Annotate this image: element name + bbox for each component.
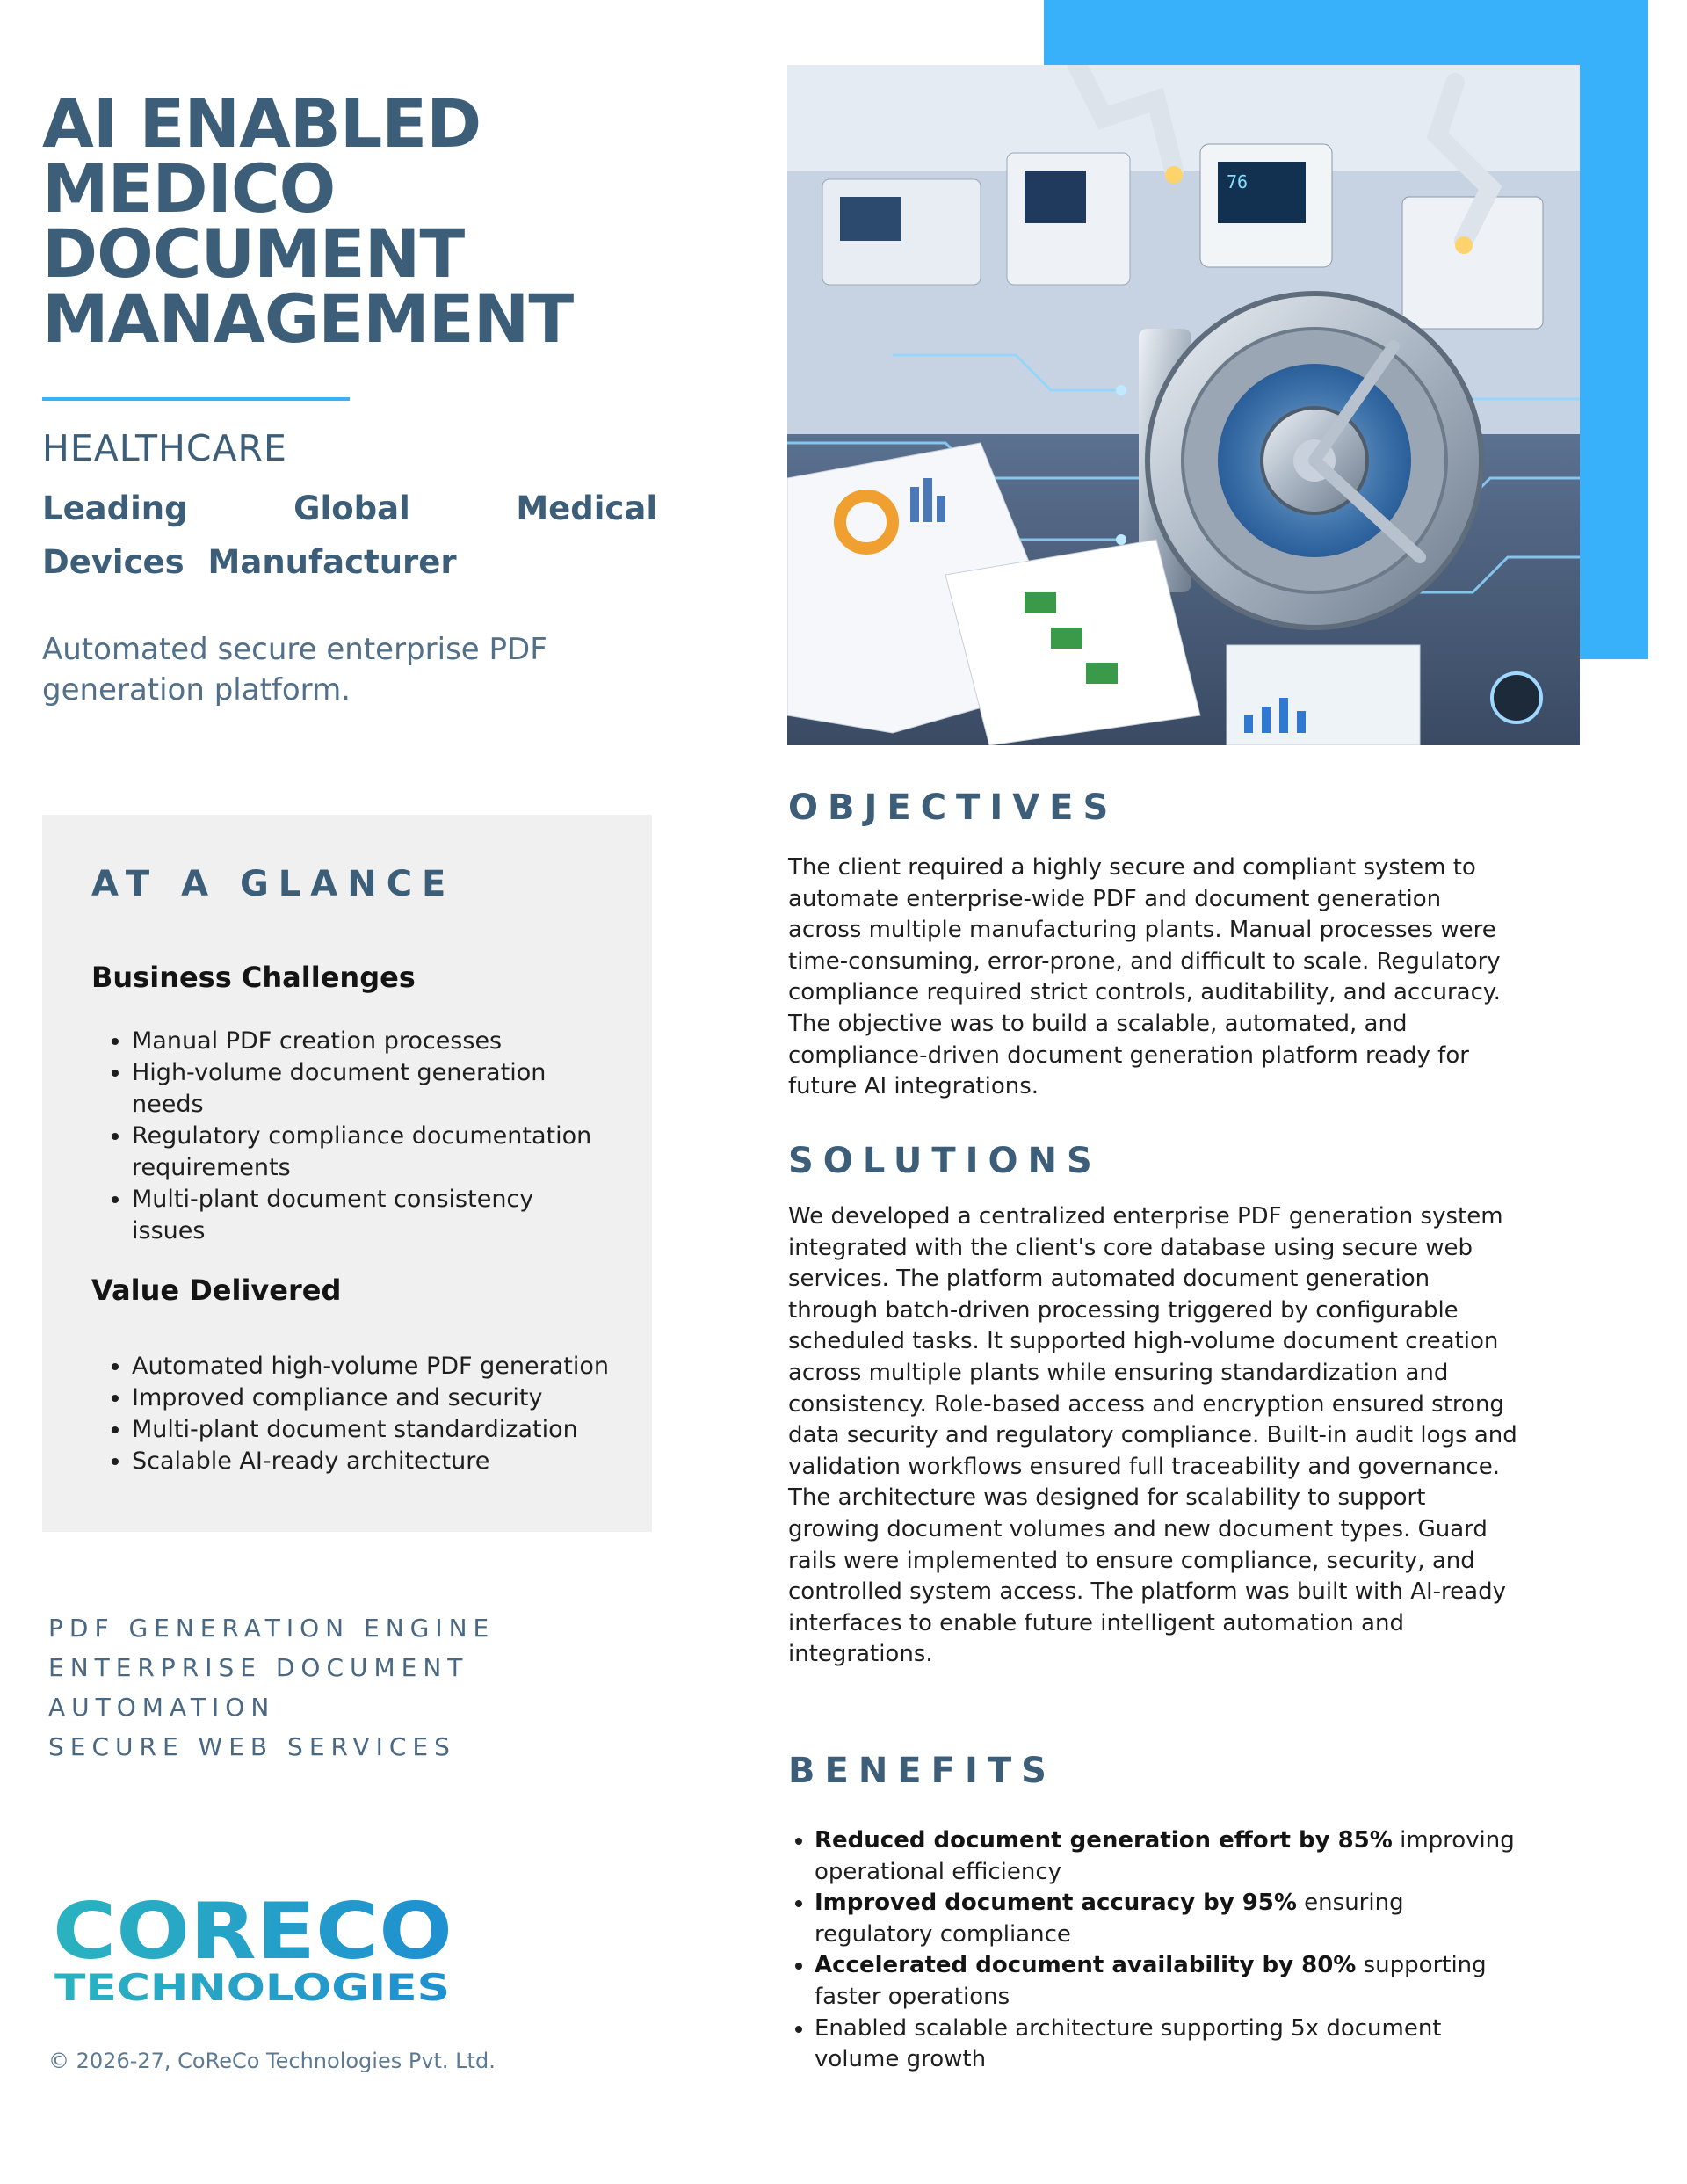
logo-line-1: CORECO bbox=[53, 1890, 453, 1977]
list-item: • Multi-plant document consistency issues bbox=[132, 1184, 610, 1247]
benefits-list bbox=[788, 1825, 1517, 2076]
business-challenges-list bbox=[91, 1026, 610, 1247]
benefit-item bbox=[815, 1825, 1517, 1888]
client-description: Leading Global Medical Devices Manufacturer bbox=[42, 490, 657, 581]
business-challenges-heading: Business Challenges bbox=[91, 961, 416, 994]
list-item: • Improved compliance and security bbox=[132, 1382, 610, 1414]
list-item: • High-volume document generation needs bbox=[132, 1057, 610, 1121]
benefit-detail: supporting faster operations bbox=[815, 1952, 1487, 2010]
value-delivered-heading: Value Delivered bbox=[91, 1273, 342, 1307]
title-line-1: AI ENABLED bbox=[42, 84, 481, 163]
title-line-3: DOCUMENT bbox=[42, 214, 465, 293]
benefit-highlight: Improved document accuracy by 95% bbox=[815, 1890, 1297, 1917]
keyword-item: SECURE WEB SERVICES bbox=[48, 1732, 456, 1761]
list-item: • Multi-plant document standardization bbox=[132, 1414, 610, 1446]
tagline: Automated secure enterprise PDF generation platform. bbox=[42, 632, 547, 707]
logo-line-2: TECHNOLOGIES bbox=[54, 1966, 450, 2009]
benefit-detail: ensuring regulatory compliance bbox=[815, 1890, 1404, 1948]
list-item: • Manual PDF creation processes bbox=[132, 1026, 610, 1057]
keyword-item: ENTERPRISE DOCUMENT bbox=[48, 1653, 469, 1682]
benefit-detail: improving operational efficiency bbox=[815, 1827, 1515, 1885]
industry-label: HEALTHCARE bbox=[42, 427, 287, 469]
objectives-text: The client required a highly secure and compliant system to automate enterprise-wide PDF and document generation across multiple manufacturing plants. Manual processes were time-consuming, error-prone, and difficult to scale. Regulatory compliance required strict controls, auditability, and accuracy. The objective was to build a scalable, automated, and compliance-driven document generation platform ready for future AI integrations. bbox=[788, 854, 1501, 1100]
list-item: • Automated high-volume PDF generation bbox=[132, 1351, 610, 1382]
benefit-item bbox=[815, 1888, 1517, 1950]
list-item: • Scalable AI-ready architecture bbox=[132, 1446, 610, 1477]
objectives-heading: OBJECTIVES bbox=[788, 787, 1119, 828]
keyword-tags bbox=[48, 1608, 495, 1767]
title-divider bbox=[42, 397, 350, 401]
value-delivered-list bbox=[91, 1351, 610, 1477]
benefit-highlight: Reduced document generation effort by 85% bbox=[815, 1827, 1393, 1854]
hero-illustration bbox=[787, 65, 1580, 745]
benefit-item bbox=[815, 1950, 1517, 2013]
benefits-heading: BENEFITS bbox=[788, 1751, 1056, 1791]
at-a-glance-heading: AT A GLANCE bbox=[91, 864, 456, 904]
copyright-text: © 2026-27, CoReCo Technologies Pvt. Ltd. bbox=[48, 2049, 496, 2073]
solutions-text: We developed a centralized enterprise PDF generation system integrated with the client's core database using secure web services. The platform automated document generation through batch-driven processing triggered by configurable scheduled tasks. It supported high-volume document creation across multiple plants while ensuring standardization and consistency. Role-based access and encryption ensured strong data security and regulatory compliance. Built-in audit logs and validation workflows ensured full traceability and governance. The architecture was designed for scalability to support growing document volumes and new document types. Guard rails were implemented to ensure compliance, security, and controlled system access. The platform was built with AI-ready interfaces to enable future intelligent automation and integrations. bbox=[788, 1203, 1517, 1668]
coreco-logo bbox=[53, 1890, 474, 2030]
at-a-glance-panel bbox=[42, 815, 652, 1532]
benefit-item bbox=[815, 2013, 1517, 2076]
keyword-item: AUTOMATION bbox=[48, 1693, 276, 1722]
svg-text:76: 76 bbox=[1227, 171, 1249, 192]
title-line-2: MEDICO bbox=[42, 149, 336, 228]
solutions-heading: SOLUTIONS bbox=[788, 1141, 1102, 1181]
benefit-highlight: Accelerated document availability by 80% bbox=[815, 1952, 1357, 1979]
title-line-4: MANAGEMENT bbox=[42, 279, 574, 358]
list-item: • Regulatory compliance documentation requirements bbox=[132, 1121, 610, 1184]
keyword-item: PDF GENERATION ENGINE bbox=[48, 1614, 496, 1643]
page-title bbox=[42, 84, 710, 358]
benefit-detail: Enabled scalable architecture supporting 5x document volume growth bbox=[815, 2014, 1442, 2073]
medical-robotics-vault-icon bbox=[787, 65, 1580, 745]
